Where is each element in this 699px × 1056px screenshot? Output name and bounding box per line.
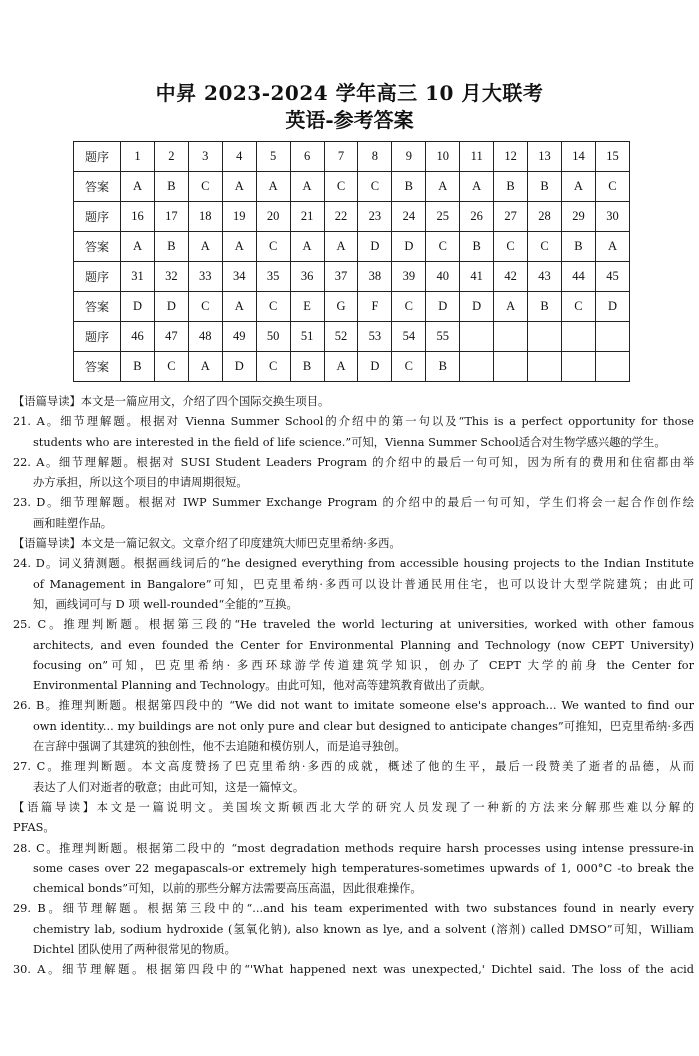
answer-cell: A	[324, 352, 358, 382]
answer-row	[74, 292, 630, 322]
question-number-cell: 9	[392, 142, 426, 172]
question-number-cell: 29	[561, 202, 595, 232]
text-line: 23. D。细节理解题。根据对 IWP Summer Exchange Program 的介绍中的最后一句可知，学生们将会一起合作创作绘	[13, 496, 694, 510]
question-number-cell: 30	[595, 202, 629, 232]
text-line: Environmental Planning and Technology。由此可知，他对高等建筑教育做出了贡献。	[33, 679, 492, 693]
answer-cell: D	[358, 232, 392, 262]
question-number-cell: 41	[460, 262, 494, 292]
answer-cell: A	[324, 232, 358, 262]
text-line: focusing on”可知，巴克里希纳· 多西环球游学传道建筑学知识，创办了 CEPT 大学的前身 the Center for	[33, 658, 694, 672]
question-number-cell: 22	[324, 202, 358, 232]
question-number-cell: 13	[528, 142, 562, 172]
answer-cell: A	[426, 172, 460, 202]
question-number-cell: 39	[392, 262, 426, 292]
answer-row	[74, 172, 630, 202]
question-number-cell: 50	[256, 322, 290, 352]
answer-cell: E	[290, 292, 324, 322]
text-line: 表达了人们对逝者的敬意；由此可知，这是一篇悼文。	[33, 780, 305, 794]
row-label: 答案	[74, 172, 121, 202]
question-number-cell: 38	[358, 262, 392, 292]
answer-cell: B	[392, 172, 426, 202]
answer-key-table	[73, 141, 630, 382]
answer-cell: D	[358, 352, 392, 382]
question-number-cell: 42	[494, 262, 528, 292]
answer-cell: A	[290, 232, 324, 262]
question-number-cell: 47	[154, 322, 188, 352]
question-number-cell	[494, 322, 528, 352]
question-number-cell: 31	[121, 262, 155, 292]
question-number-cell: 48	[188, 322, 222, 352]
question-number-row	[74, 322, 630, 352]
answer-cell: C	[595, 172, 629, 202]
row-label: 题序	[74, 202, 121, 232]
answer-cell: B	[460, 232, 494, 262]
text-line: 29. B。细节理解题。根据第三段中的“...and his team experimented with two substances found in nearly every	[13, 902, 694, 916]
answer-cell	[561, 352, 595, 382]
answer-cell: A	[222, 232, 256, 262]
text-line: 【语篇导读】本文是一篇应用文，介绍了四个国际交换生项目。	[13, 395, 330, 408]
row-label: 答案	[74, 292, 121, 322]
answer-cell	[528, 352, 562, 382]
answer-cell: D	[392, 232, 426, 262]
answer-row	[74, 352, 630, 382]
question-number-cell: 36	[290, 262, 324, 292]
answer-cell: A	[595, 232, 629, 262]
answer-row	[74, 232, 630, 262]
question-number-cell	[595, 322, 629, 352]
question-number-cell: 17	[154, 202, 188, 232]
answer-cell: B	[561, 232, 595, 262]
text-line: 30. A。细节理解题。根据第四段中的“'What happened next was unexpected,' Dichtel said. The loss of the acid	[13, 963, 694, 977]
question-number-cell: 37	[324, 262, 358, 292]
text-line: 22. A。细节理解题。根据对 SUSI Student Leaders Program 的介绍中的最后一句可知，因为所有的费用和住宿都由举	[13, 455, 694, 469]
question-number-cell: 7	[324, 142, 358, 172]
question-number-cell: 10	[426, 142, 460, 172]
question-number-cell: 34	[222, 262, 256, 292]
answer-cell: A	[494, 292, 528, 322]
question-number-cell: 25	[426, 202, 460, 232]
question-number-cell: 44	[561, 262, 595, 292]
answer-cell: B	[154, 172, 188, 202]
answer-cell: G	[324, 292, 358, 322]
answer-cell: C	[324, 172, 358, 202]
question-number-cell: 55	[426, 322, 460, 352]
text-line: 在言辞中强调了其建筑的独创性，他不去追随和模仿别人，而是追寻独创。	[33, 740, 406, 754]
row-label: 答案	[74, 352, 121, 382]
answer-cell: D	[595, 292, 629, 322]
answer-cell: C	[528, 232, 562, 262]
answer-cell: C	[188, 292, 222, 322]
answer-cell: C	[256, 292, 290, 322]
answer-cell: C	[426, 232, 460, 262]
question-number-cell: 11	[460, 142, 494, 172]
question-number-cell: 5	[256, 142, 290, 172]
question-number-row	[74, 262, 630, 292]
answer-cell: A	[290, 172, 324, 202]
question-number-cell: 40	[426, 262, 460, 292]
answer-cell: B	[154, 232, 188, 262]
question-number-cell: 45	[595, 262, 629, 292]
question-number-cell	[561, 322, 595, 352]
answer-cell: D	[460, 292, 494, 322]
text-line: students who are interested in the field of life science.”可知，Vienna Summer School适合对生物学感兴趣的学生。	[33, 435, 666, 449]
text-line: 21. A。细节理解题。根据对 Vienna Summer School的介绍中的第一句以及“This is a perfect opportunity for those	[13, 415, 694, 429]
answer-cell: D	[426, 292, 460, 322]
question-number-cell: 43	[528, 262, 562, 292]
text-line: chemistry lab, sodium hydroxide (氢氧化钠), also known as lye, and a solvent (溶剂) called DMSO”可知，William	[33, 922, 694, 936]
answer-cell: B	[426, 352, 460, 382]
text-line: own identity... my buildings are not only pure and clear but designed to anticipate changes”可推知，巴克里希纳·多西	[33, 719, 694, 733]
text-line: 27. C。推理判断题。本文高度赞扬了巴克里希纳·多西的成就，概述了他的生平，最后一段赞美了逝者的品德，从而	[13, 760, 694, 774]
row-label: 题序	[74, 142, 121, 172]
question-number-cell: 1	[121, 142, 155, 172]
text-line: 24. D。词义猜测题。根据画线词后的“he designed everything from accessible housing projects to the Indian Institute	[13, 557, 694, 571]
text-line: 26. B。推理判断题。根据第四段中的 “We did not want to imitate someone else's approach... We wanted to find our	[13, 699, 694, 713]
answer-cell: B	[528, 172, 562, 202]
exam-subtitle: 英语-参考答案	[285, 108, 414, 132]
answer-cell: C	[154, 352, 188, 382]
text-line: 办方承担，所以这个项目的申请周期很短。	[33, 476, 248, 490]
answer-cell: A	[460, 172, 494, 202]
question-number-cell: 3	[188, 142, 222, 172]
text-line: 画和眭塑作品。	[33, 516, 113, 530]
question-number-cell: 18	[188, 202, 222, 232]
question-number-cell: 4	[222, 142, 256, 172]
answer-cell: A	[121, 232, 155, 262]
answer-cell: A	[121, 172, 155, 202]
question-number-cell: 28	[528, 202, 562, 232]
question-number-cell: 32	[154, 262, 188, 292]
answer-cell: A	[256, 172, 290, 202]
row-label: 答案	[74, 232, 121, 262]
answer-cell: A	[222, 292, 256, 322]
question-number-cell: 46	[121, 322, 155, 352]
text-line: 25. C。推理判断题。根据第三段的“He traveled the world lecturing at universities, worked with other famous	[13, 618, 694, 632]
answer-cell: B	[528, 292, 562, 322]
question-number-cell: 12	[494, 142, 528, 172]
question-number-cell: 20	[256, 202, 290, 232]
question-number-cell: 19	[222, 202, 256, 232]
answer-cell: B	[494, 172, 528, 202]
answer-cell: D	[154, 292, 188, 322]
text-line: 知，画线词可与 D 项 well-rounded“全能的”互换。	[33, 597, 298, 611]
question-number-cell: 6	[290, 142, 324, 172]
answer-cell: D	[222, 352, 256, 382]
text-line: 【语篇导读】本文是一篇记叙文。文章介绍了印度建筑大师巴克里希纳·多西。	[13, 537, 401, 551]
answer-cell: C	[358, 172, 392, 202]
question-number-cell: 23	[358, 202, 392, 232]
answer-cell: C	[256, 352, 290, 382]
answer-cell: A	[222, 172, 256, 202]
question-number-cell: 49	[222, 322, 256, 352]
answer-cell: A	[188, 352, 222, 382]
text-line: Dichtel 团队使用了两种很常见的物质。	[33, 943, 236, 957]
answer-cell: D	[121, 292, 155, 322]
question-number-cell: 51	[290, 322, 324, 352]
question-number-cell: 54	[392, 322, 426, 352]
question-number-cell: 53	[358, 322, 392, 352]
answer-cell: C	[561, 292, 595, 322]
text-line: PFAS。	[13, 821, 55, 835]
question-number-cell: 15	[595, 142, 629, 172]
question-number-cell: 33	[188, 262, 222, 292]
text-line: architects, and even founded the Center for Environmental Planning and Technology (now CEPT University)	[33, 638, 694, 652]
text-line: of Management in Bangalore”可知，巴克里希纳·多西可以设计普通民用住宅，也可以设计大型学院建筑；由此可	[33, 577, 694, 591]
question-number-row	[74, 142, 630, 172]
answer-cell	[460, 352, 494, 382]
answer-cell: A	[188, 232, 222, 262]
answer-cell: C	[392, 352, 426, 382]
answer-cell: A	[561, 172, 595, 202]
exam-title: 中昇 2023-2024 学年高三 10 月大联考	[155, 81, 544, 105]
question-number-cell: 26	[460, 202, 494, 232]
question-number-cell: 16	[121, 202, 155, 232]
question-number-cell: 24	[392, 202, 426, 232]
question-number-cell: 8	[358, 142, 392, 172]
question-number-cell: 14	[561, 142, 595, 172]
answer-cell: B	[121, 352, 155, 382]
question-number-cell: 52	[324, 322, 358, 352]
text-line: 28. C。推理判断题。根据第二段中的 “most degradation methods require harsh processes using intense pressure-in	[13, 841, 694, 855]
question-number-row	[74, 202, 630, 232]
row-label: 题序	[74, 322, 121, 352]
answer-cell: C	[188, 172, 222, 202]
answer-explanations	[13, 392, 694, 981]
text-line: 【语篇导读】本文是一篇说明文。美国埃文斯顿西北大学的研究人员发现了一种新的方法来分解那些难以分解的	[13, 800, 694, 814]
question-number-cell: 35	[256, 262, 290, 292]
answer-cell: B	[290, 352, 324, 382]
question-number-cell: 2	[154, 142, 188, 172]
question-number-cell: 21	[290, 202, 324, 232]
row-label: 题序	[74, 262, 121, 292]
text-line: some cases over 22 megapascals-or extremely high temperatures-sometimes upwards of 1, 000°C -to break the	[33, 861, 694, 875]
question-number-cell: 27	[494, 202, 528, 232]
answer-cell	[494, 352, 528, 382]
question-number-cell	[528, 322, 562, 352]
answer-cell: C	[256, 232, 290, 262]
question-number-cell	[460, 322, 494, 352]
answer-cell: C	[392, 292, 426, 322]
text-line: chemical bonds”可知，以前的那些分解方法需要高压高温，因此很难操作。	[33, 882, 422, 896]
answer-cell: C	[494, 232, 528, 262]
answer-cell: F	[358, 292, 392, 322]
answer-cell	[595, 352, 629, 382]
